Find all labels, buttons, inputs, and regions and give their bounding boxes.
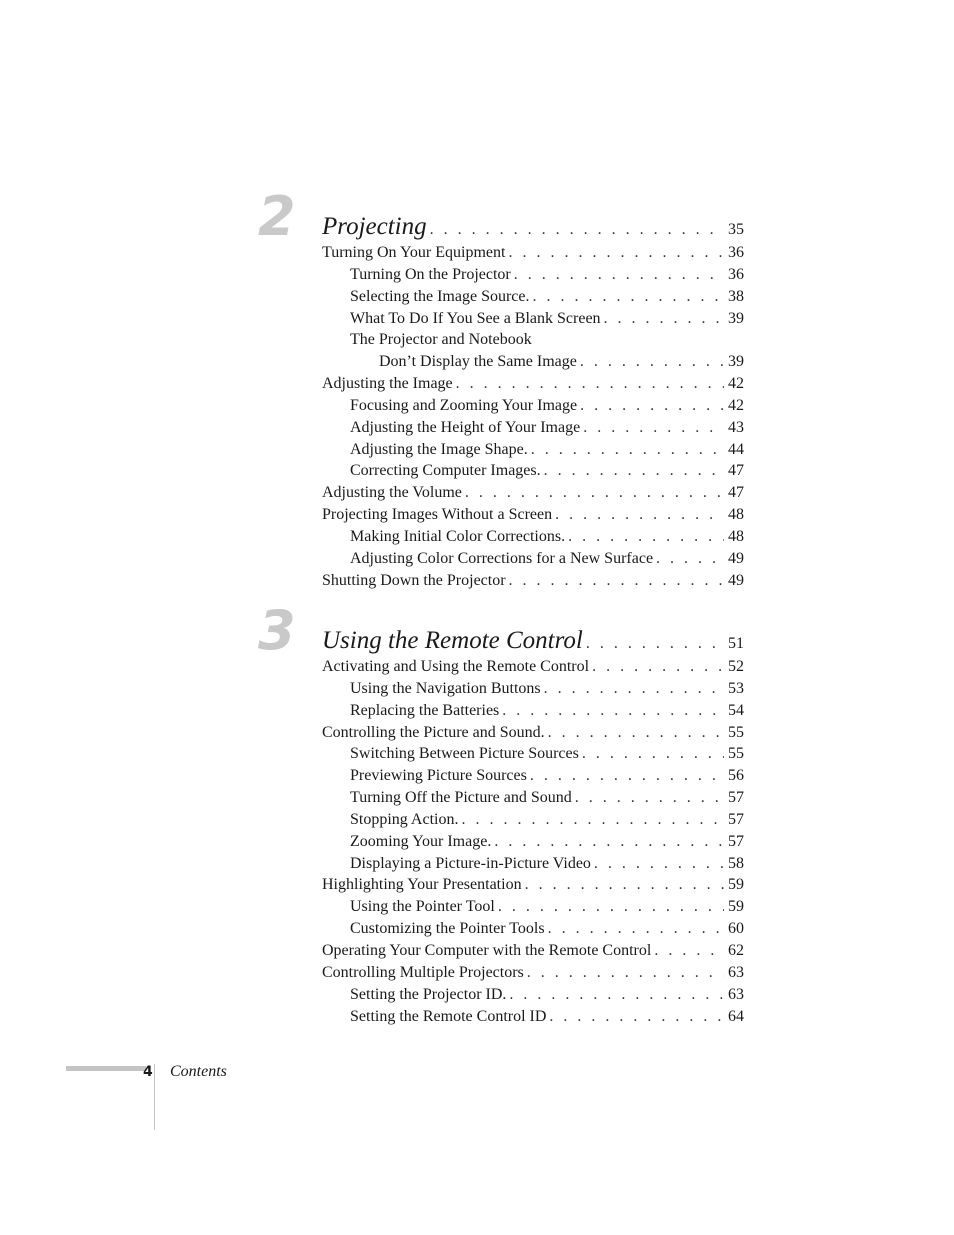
toc-entry[interactable] [322, 308, 744, 330]
toc-entry-page: 36 [728, 265, 744, 283]
toc-entry[interactable] [322, 984, 744, 1006]
toc-entry-title: Using the Navigation Buttons [350, 679, 541, 697]
chapter-page: 35 [728, 221, 744, 238]
toc-entry-title: Zooming Your Image. [350, 832, 492, 850]
leader-dots [430, 215, 724, 242]
leader-dots [508, 242, 724, 264]
toc-entry-page: 49 [728, 549, 744, 567]
toc-entry-page: 59 [728, 898, 744, 916]
toc-entry[interactable] [322, 286, 744, 308]
leader-dots [580, 351, 724, 373]
toc-entry[interactable] [322, 1006, 744, 1028]
toc-entry-page: 62 [728, 941, 744, 959]
chapter-title: Projecting [322, 213, 427, 240]
toc-entry[interactable] [322, 548, 744, 570]
leader-dots [530, 765, 724, 787]
toc-entry-title: Controlling the Picture and Sound. [322, 723, 545, 741]
toc-entry[interactable] [322, 743, 744, 765]
toc-entry-title: Stopping Action. [350, 810, 459, 828]
chapter-number: 3 [258, 599, 296, 662]
toc-entry-title: Adjusting the Image [322, 375, 453, 393]
chapter-heading[interactable] [322, 212, 744, 242]
footer-section-label: Contents [170, 1063, 227, 1080]
leader-dots [654, 940, 724, 962]
toc-entry-page: 59 [728, 876, 744, 894]
toc-entry[interactable] [322, 460, 744, 482]
toc-entry-page: 55 [728, 723, 744, 741]
toc-entries [322, 626, 744, 1027]
toc-entry[interactable] [322, 526, 744, 548]
leader-dots [555, 504, 724, 526]
toc-entry-page: 57 [728, 810, 744, 828]
leader-dots [586, 629, 724, 656]
toc-entry-title: What To Do If You See a Blank Screen [350, 309, 601, 327]
toc-entry-title: Correcting Computer Images. [350, 462, 541, 480]
toc-entry[interactable] [322, 765, 744, 787]
toc-entry-title: The Projector and Notebook [350, 331, 532, 349]
leader-dots [502, 700, 724, 722]
toc-entry[interactable] [322, 678, 744, 700]
toc-entry-page: 52 [728, 658, 744, 675]
leader-dots [498, 896, 724, 918]
toc-entry[interactable] [322, 264, 744, 286]
leader-dots [509, 570, 724, 592]
toc-entry-title: Previewing Picture Sources [350, 767, 527, 785]
toc-entry[interactable] [322, 395, 744, 417]
footer-page-number: 4 [143, 1064, 153, 1080]
leader-dots [580, 395, 724, 417]
leader-dots [527, 962, 724, 984]
leader-dots [533, 286, 725, 308]
toc-entry[interactable] [322, 962, 744, 984]
toc-entry-title: Turning On Your Equipment [322, 244, 506, 261]
toc-entry-title: Setting the Remote Control ID [350, 1007, 547, 1025]
toc-entry-page: 63 [728, 963, 744, 981]
leader-dots [494, 831, 724, 853]
toc-entry[interactable] [322, 504, 744, 526]
toc-entry-page: 47 [728, 484, 744, 502]
toc-entry-title: Replacing the Batteries [350, 701, 500, 719]
toc-entry[interactable] [322, 896, 744, 918]
leader-dots [582, 743, 724, 765]
leader-dots [575, 787, 724, 809]
toc-entry[interactable] [322, 570, 744, 592]
leader-dots [568, 526, 724, 548]
leader-dots [525, 874, 724, 896]
toc-entry-title: Customizing the Pointer Tools [350, 920, 545, 938]
toc-entry-title: Displaying a Picture-in-Picture Video [350, 854, 591, 872]
toc-entry-title: Turning On the Projector [350, 265, 511, 283]
toc-entry[interactable] [322, 373, 744, 395]
toc-entry-page: 48 [728, 527, 744, 545]
toc-entry-page: 38 [728, 287, 744, 305]
toc-entry-title: Operating Your Computer with the Remote Control [322, 941, 652, 959]
toc-entry[interactable] [322, 656, 744, 678]
toc-entry-title: Adjusting Color Corrections for a New Surface [350, 549, 654, 567]
toc-entry-page: 54 [728, 701, 744, 719]
toc-entry[interactable] [322, 329, 744, 351]
leader-dots [531, 439, 724, 461]
leader-dots [592, 656, 724, 678]
toc-entry-page: 42 [728, 375, 744, 393]
toc-entry[interactable] [322, 242, 744, 264]
toc-entry[interactable] [322, 874, 744, 896]
toc-entry-page: 58 [728, 854, 744, 872]
toc-entry-title: Adjusting the Height of Your Image [350, 418, 581, 436]
toc-entry-page: 48 [728, 506, 744, 524]
toc-entry-title: Switching Between Picture Sources [350, 745, 579, 763]
toc-entry[interactable] [322, 722, 744, 744]
leader-dots [583, 417, 724, 439]
leader-dots [514, 264, 724, 286]
toc-entry-page: 60 [728, 920, 744, 938]
leader-dots [656, 548, 724, 570]
toc-entry[interactable] [322, 831, 744, 853]
leader-dots [544, 678, 724, 700]
toc-entry-page: 53 [728, 679, 744, 697]
leader-dots [456, 373, 724, 395]
toc-entry-title: Selecting the Image Source. [350, 287, 530, 305]
toc-entry-page: 64 [728, 1007, 744, 1025]
leader-dots [461, 809, 724, 831]
toc-entry-page: 57 [728, 832, 744, 850]
toc-entry[interactable] [322, 940, 744, 962]
toc-entry[interactable] [322, 853, 744, 875]
chapter-title: Using the Remote Control [322, 627, 583, 654]
toc-entry[interactable] [322, 417, 744, 439]
toc-entry-page: 47 [728, 462, 744, 480]
toc-entry[interactable] [322, 809, 744, 831]
chapter-heading[interactable] [322, 626, 744, 656]
leader-dots [509, 984, 724, 1006]
leader-dots [594, 853, 724, 875]
leader-dots [548, 918, 724, 940]
toc-entry-page: 36 [728, 244, 744, 261]
toc-entry-title: Making Initial Color Corrections. [350, 527, 566, 545]
footer-rule [154, 1064, 155, 1130]
toc-entry-title: Adjusting the Image Shape. [350, 440, 528, 458]
toc-entry-title: Controlling Multiple Projectors [322, 963, 524, 981]
toc-entry-title: Activating and Using the Remote Control [322, 658, 590, 675]
toc-entry-title: Focusing and Zooming Your Image [350, 396, 578, 414]
toc-entry-page: 63 [728, 985, 744, 1003]
toc-entry-title: Using the Pointer Tool [350, 898, 495, 916]
toc-entry-title: Shutting Down the Projector [322, 571, 506, 589]
leader-dots [544, 460, 724, 482]
chapter-number: 2 [258, 185, 296, 248]
leader-dots [549, 1006, 724, 1028]
toc-entry[interactable] [322, 482, 744, 504]
toc-entry-title: Turning Off the Picture and Sound [350, 789, 572, 807]
leader-dots [604, 308, 724, 330]
footer-bar [66, 1066, 146, 1071]
leader-dots [465, 482, 724, 504]
toc-entry-title: Projecting Images Without a Screen [322, 506, 553, 524]
toc-entry[interactable] [322, 918, 744, 940]
toc-entry-page: 39 [728, 309, 744, 327]
toc-entry-page: 43 [728, 418, 744, 436]
toc-entry-title: Highlighting Your Presentation [322, 876, 522, 894]
toc-entry-title: Don’t Display the Same Image [379, 353, 577, 371]
toc-entry-page: 57 [728, 789, 744, 807]
toc-entry-title: Adjusting the Volume [322, 484, 462, 502]
toc-entry-page: 56 [728, 767, 744, 785]
toc-entry-page: 44 [728, 440, 744, 458]
toc-entry-page: 49 [728, 571, 744, 589]
toc-entry-title: Setting the Projector ID. [350, 985, 507, 1003]
chapter-page: 51 [728, 635, 744, 652]
toc-entry-page: 55 [728, 745, 744, 763]
toc-entry[interactable] [322, 700, 744, 722]
leader-dots [548, 722, 724, 744]
toc-entry[interactable] [322, 351, 744, 373]
toc-entry-page: 39 [728, 353, 744, 371]
toc-entry-page: 42 [728, 396, 744, 414]
toc-entries [322, 212, 744, 592]
toc-entry[interactable] [322, 439, 744, 461]
toc-entry[interactable] [322, 787, 744, 809]
